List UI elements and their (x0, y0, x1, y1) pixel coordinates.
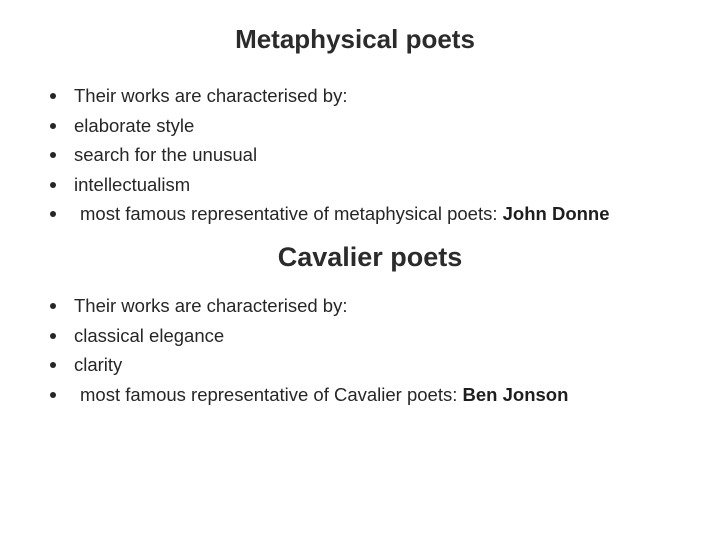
representative-name: Ben Jonson (462, 383, 569, 405)
bullet-icon (50, 182, 56, 188)
representative-name: John Donne (502, 203, 610, 224)
list-item-text: classical elegance (74, 324, 225, 346)
list-item-text: Their works are characterised by: (74, 85, 348, 106)
list-item-text (80, 202, 610, 226)
list-item-text: elaborate style (74, 114, 195, 136)
bullet-icon (50, 392, 56, 398)
list-item-text: intellectualism (74, 173, 191, 195)
bullet-icon (50, 123, 56, 129)
list-item-text (80, 383, 568, 407)
bullet-icon (50, 152, 56, 158)
cavalier-poets-title: Cavalier poets (277, 242, 463, 272)
list-item-text: clarity (74, 354, 123, 375)
bullet-icon (50, 362, 56, 368)
representative-prefix: most famous representative of Cavalier poets: (80, 383, 463, 405)
list-item-text: Their works are characterised by: (74, 295, 348, 316)
list-item-text: search for the unusual (74, 144, 258, 165)
bullet-icon (50, 211, 56, 217)
representative-prefix: most famous representative of metaphysical poets: (80, 203, 503, 224)
bullet-icon (50, 93, 56, 99)
metaphysical-poets-title: Metaphysical poets (235, 24, 475, 54)
bullet-icon (50, 303, 56, 309)
bullet-icon (50, 333, 56, 339)
